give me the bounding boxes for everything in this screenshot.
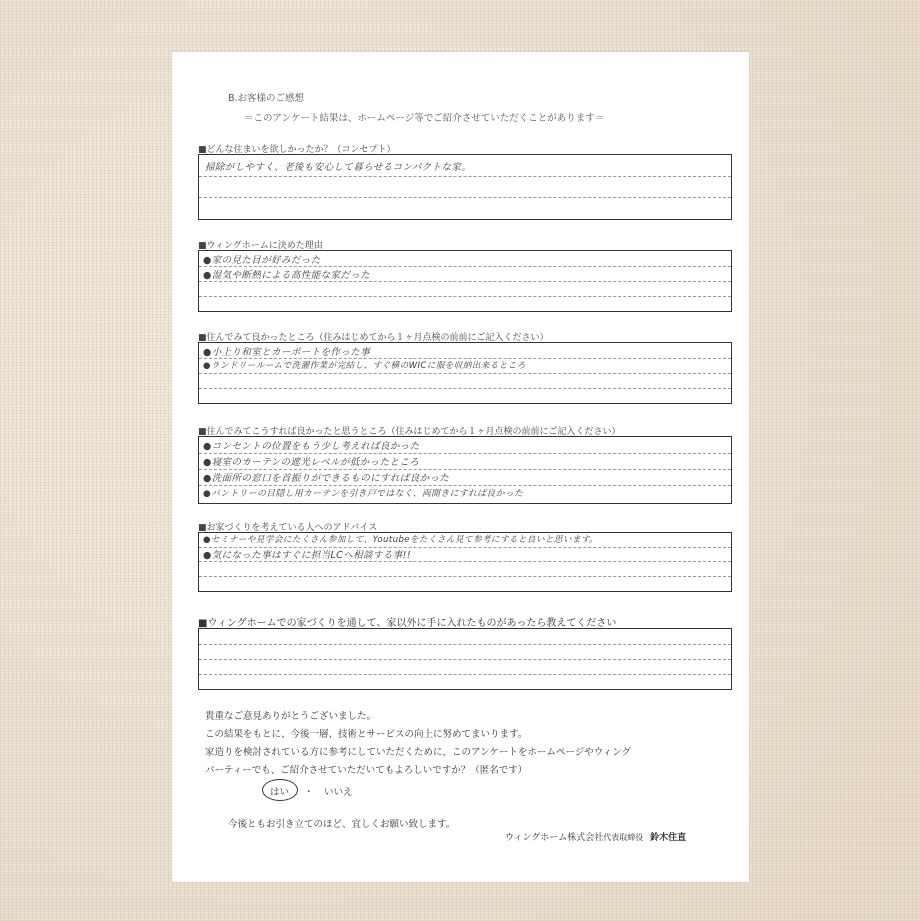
q2-answer-box — [198, 250, 732, 312]
survey-sheet — [172, 52, 749, 882]
q4-answer-2: ●寝室のカーテンの遮光レベルが低かったところ — [203, 457, 420, 468]
q3-answer-box — [198, 342, 732, 404]
signer-name: 鈴木住直 — [650, 833, 687, 843]
q1-answer-1: 掃除がしやすく、老後も安心して暮らせるコンパクトな家。 — [205, 162, 472, 173]
q1-answer-box — [198, 154, 732, 220]
selected-circle — [262, 779, 298, 801]
q3-answer-2: ●ランドリールームで洗濯作業が完結し、すぐ横のWICに服を収納出来るところ — [203, 361, 526, 371]
signer-title: 代表取締役 — [603, 833, 644, 842]
signature-block — [505, 830, 686, 843]
q1-heading: ■どんな住まいを欲しかったか？（コンセプト） — [198, 145, 396, 155]
q6-heading: ■ウィングホームでの家づくりを通して、家以外に手に入れたものがあったら教えてください — [198, 618, 617, 629]
q3-answer-1: ●小上り和室とカーポートを作った事 — [203, 347, 371, 358]
q2-answer-2: ●湿気や断熱による高性能な家だった — [203, 270, 371, 281]
option-separator: ・ — [304, 787, 314, 798]
q5-answer-box — [198, 532, 732, 592]
q4-answer-box — [198, 436, 732, 504]
section-title: B.お客様のご感想 — [228, 93, 305, 104]
company-name: ウィングホーム株式会社 — [505, 833, 604, 843]
q4-answer-4: ●パントリーの目隠し用カーテンを引き戸ではなく、両開きにすれば良かった — [203, 489, 524, 499]
thanks-text: 貴重なご意見ありがとうございました。 — [205, 711, 377, 722]
q6-answer-box — [198, 628, 732, 690]
q2-heading: ■ウィングホームに決めた理由 — [198, 241, 323, 251]
q2-answer-1: ●家の見た目が好みだった — [203, 255, 321, 266]
yes-label: はい — [270, 787, 290, 798]
q3-heading: ■住んでみて良かったところ（住みはじめてから１ヶ月点検の前前にご記入ください） — [198, 333, 549, 343]
closing-text: 今後ともお引き立てのほど、宜しくお願い致します。 — [228, 819, 456, 830]
q5-answer-1: ●セミナーや見学会にたくさん参加して、Youtubeをたくさん見て参考にすると良いと思います。 — [203, 535, 599, 545]
no-option[interactable]: いいえ — [324, 787, 353, 798]
notice-text: ＝このアンケート結果は、ホームページ等でご紹介させていただくことがあります＝ — [244, 113, 605, 124]
q5-answer-2: ●気になった事はすぐに担当LCへ相談する事!! — [203, 550, 412, 561]
q4-heading: ■住んでみてこうすれば良かったと思うところ（住みはじめてから１ヶ月点検の前前にご記入ください） — [198, 427, 621, 437]
q4-answer-3: ●洗面所の窓口を首振りができるものにすれば良かった — [203, 473, 450, 484]
permission-text-1: 家造りを検討されている方に参考にしていただくために、このアンケートをホームページやウィング — [205, 747, 631, 758]
q5-heading: ■お家づくりを考えている人へのアドバイス — [198, 523, 378, 533]
q4-answer-1: ●コンセントの位置をもう少し考えれば良かった — [203, 441, 420, 452]
commitment-text: この結果をもとに、今後一層、技術とサービスの向上に努めてまいります。 — [205, 729, 528, 740]
permission-text-2: パーティーでも、ご紹介させていただいてもよろしいですか？（匿名です） — [205, 765, 528, 776]
